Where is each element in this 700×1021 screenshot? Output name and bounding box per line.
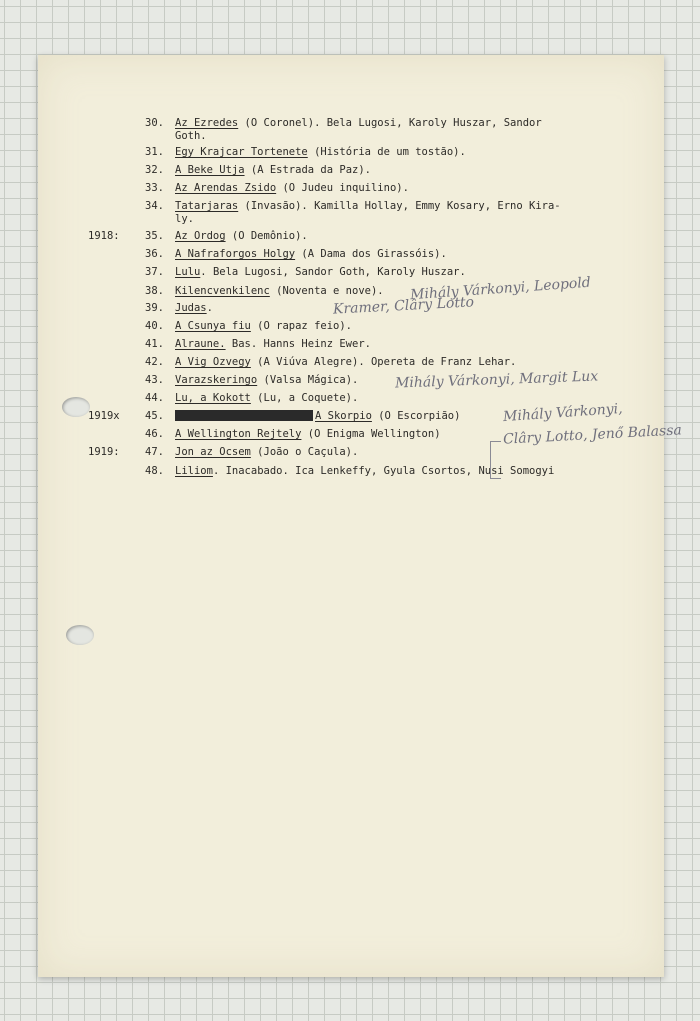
film-details: (A Dama dos Girassóis). bbox=[295, 248, 447, 260]
entry-number: 44. bbox=[145, 392, 164, 404]
film-details: (O rapaz feio). bbox=[250, 320, 353, 332]
filmography-entry bbox=[38, 228, 664, 244]
filmography-entry bbox=[38, 246, 664, 262]
handwritten-cast-note: Mihály Várkonyi, Margit Lux bbox=[394, 368, 599, 392]
entry-number: 45. bbox=[145, 410, 164, 422]
year-marker: 1919x bbox=[88, 410, 120, 422]
film-details: (O Coronel). Bela Lugosi, Karoly Huszar, Sandor bbox=[238, 117, 542, 129]
entry-continuation bbox=[38, 211, 664, 227]
handwritten-cast-note: Clâry Lotto, Jenő Balassa bbox=[502, 422, 683, 448]
film-title: Liliom bbox=[175, 465, 213, 477]
film-details: (Noventa e nove). bbox=[269, 285, 384, 297]
entry-number: 31. bbox=[145, 146, 164, 158]
entry-number: 36. bbox=[145, 248, 164, 260]
film-details: (João o Caçula). bbox=[250, 446, 359, 458]
film-details: (O Enigma Wellington) bbox=[301, 428, 441, 440]
year-marker: 1919: bbox=[88, 446, 120, 458]
punch-hole-lower bbox=[66, 625, 94, 645]
filmography-entry bbox=[38, 144, 664, 160]
film-details: (Invasão). Kamilla Hollay, Emmy Kosary, Erno Kira- bbox=[238, 200, 561, 212]
redacted-title-block bbox=[175, 410, 313, 421]
filmography-entry bbox=[38, 463, 664, 479]
film-details: (O Judeu inquilino). bbox=[276, 182, 409, 194]
entry-number: 37. bbox=[145, 266, 164, 278]
film-title: A Nafraforgos Holgy bbox=[175, 248, 296, 260]
film-title: A Beke Utja bbox=[175, 164, 245, 176]
entry-number: 39. bbox=[145, 302, 164, 314]
film-title: A Vig Ozvegy bbox=[175, 356, 251, 368]
entry-number: 38. bbox=[145, 285, 164, 297]
filmography-entry bbox=[38, 180, 664, 196]
filmography-entry bbox=[38, 336, 664, 352]
entry-number: 41. bbox=[145, 338, 164, 350]
film-details: (Lu, a Coquete). bbox=[250, 392, 359, 404]
year-marker: 1918: bbox=[88, 230, 120, 242]
film-title: A Csunya fiu bbox=[175, 320, 251, 332]
film-title: A Skorpio bbox=[315, 410, 372, 422]
filmography-entry bbox=[38, 162, 664, 178]
entry-number: 35. bbox=[145, 230, 164, 242]
filmography-entry bbox=[38, 318, 664, 334]
film-title: Jon az Ocsem bbox=[175, 446, 251, 458]
entry-number: 46. bbox=[145, 428, 164, 440]
film-details: (O Escorpião) bbox=[371, 410, 461, 422]
film-title: Judas bbox=[175, 302, 207, 314]
film-title: Kilencvenkilenc bbox=[175, 285, 270, 297]
filmography-entry bbox=[38, 444, 664, 460]
entry-number: 47. bbox=[145, 446, 164, 458]
film-title: Tatarjaras bbox=[175, 200, 239, 212]
film-details: (A Viúva Alegre). Opereta de Franz Lehar. bbox=[250, 356, 517, 368]
film-title: Alraune. bbox=[175, 338, 226, 350]
film-title: Az Ezredes bbox=[175, 117, 239, 129]
film-title: Az Ordog bbox=[175, 230, 226, 242]
film-title: Varazskeringo bbox=[175, 374, 258, 386]
handwritten-cast-note: Kramer, Clâry Lotto bbox=[332, 294, 475, 318]
entry-number: 34. bbox=[145, 200, 164, 212]
film-title: Lulu bbox=[175, 266, 201, 278]
entry-continuation bbox=[38, 128, 664, 144]
handwritten-cast-note: Mihály Várkonyi, Leopold bbox=[409, 274, 592, 304]
film-title: A Wellington Rejtely bbox=[175, 428, 302, 440]
continuation-text: ly. bbox=[175, 213, 194, 225]
film-title: Az Arendas Zsido bbox=[175, 182, 277, 194]
film-details: (Valsa Mágica). bbox=[257, 374, 359, 386]
entry-number: 33. bbox=[145, 182, 164, 194]
film-details: (O Demônio). bbox=[225, 230, 308, 242]
film-details: . Inacabado. Ica Lenkeffy, Gyula Csortos, Nusi Somogyi bbox=[212, 465, 555, 477]
continuation-text: Goth. bbox=[175, 130, 207, 142]
film-details: . Bela Lugosi, Sandor Goth, Karoly Huszar. bbox=[200, 266, 466, 278]
film-details: (História de um tostão). bbox=[307, 146, 466, 158]
film-title: Egy Krajcar Tortenete bbox=[175, 146, 308, 158]
handwritten-bracket bbox=[490, 441, 501, 479]
film-title: Lu, a Kokott bbox=[175, 392, 251, 404]
entry-number: 43. bbox=[145, 374, 164, 386]
typewritten-page bbox=[38, 55, 683, 977]
entry-number: 48. bbox=[145, 465, 164, 477]
entry-number: 30. bbox=[145, 117, 164, 129]
film-details: . bbox=[206, 302, 213, 314]
handwritten-cast-note: Mihály Várkonyi, bbox=[502, 400, 624, 426]
entry-number: 42. bbox=[145, 356, 164, 368]
entry-number: 32. bbox=[145, 164, 164, 176]
entry-number: 40. bbox=[145, 320, 164, 332]
film-details: Bas. Hanns Heinz Ewer. bbox=[225, 338, 371, 350]
filmography-entry bbox=[38, 354, 664, 370]
film-details: (A Estrada da Paz). bbox=[244, 164, 371, 176]
